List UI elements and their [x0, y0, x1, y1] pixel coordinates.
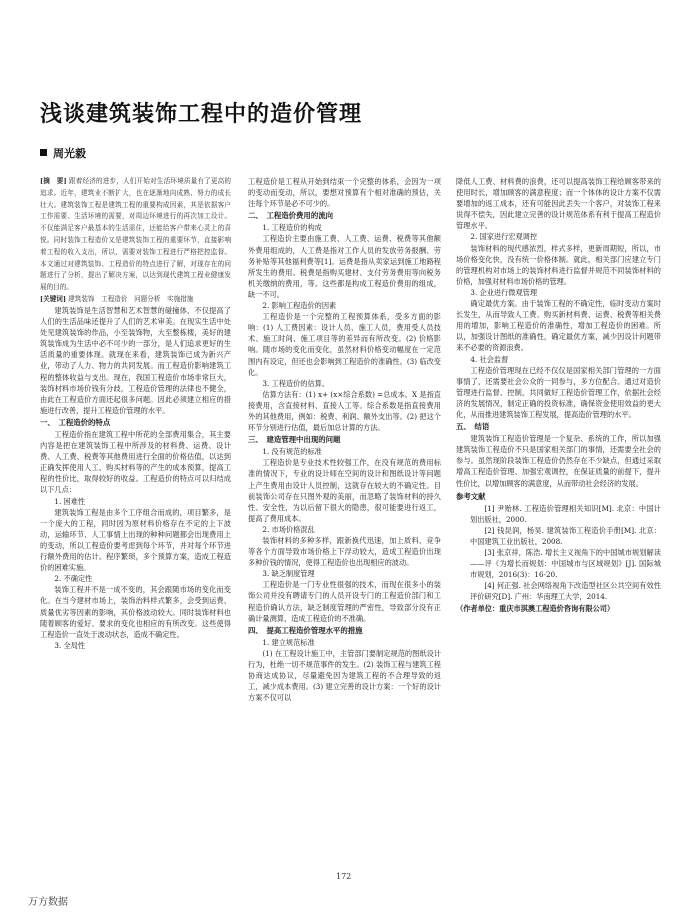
subsection-4-4: 4. 社会监督 — [470, 354, 509, 364]
subsection-1-3-text: 工程造价是工程从开始到结束一个完整的体系，会因为一项的变动而变动，所以，要想对预算有个相对准确的预估，关注每个环节是必不可少的。 — [248, 177, 441, 209]
section-heading-1: 一、 工程造价的特点 — [40, 417, 111, 427]
subsection-3-3-text: 工程造价是一门专业性很强的技术，而现在很多小的装饰公司并没有聘请专门的人员开设专门的工程造价部门和工程造价确认方法，缺乏制度管理的严密性，导致部分没有正确计量测算，造成工程造价的不准确。 — [248, 580, 441, 623]
keywords-label: [关键词] — [40, 294, 67, 303]
column-3 — [456, 176, 661, 614]
subsection-2-3: 3. 工程造价的估算。 — [262, 378, 330, 388]
section-heading-4: 四、 提高工程造价管理水平的措施 — [248, 625, 363, 635]
subsection-4-1: 1. 建立规范标准 — [262, 637, 315, 647]
subsection-4-4-text: 工程造价管理现在已经不仅仅是国家相关部门管理的一方面事情了，还需要社会公众的一同参与，多方位配合。通过对造价管理进行监督、控制，共同做好工程造价管理工作，依据社会经济的发展情况，制定正确的投资标准，确保资金使用效益的更大化，从而推进建筑装饰工程发展，提高造价管理的水平。 — [456, 365, 661, 419]
author-line — [40, 145, 86, 161]
section-1-intro: 工程造价指在建筑工程中所花的全部费用集合，其主要内容是把在建筑装饰工程中所涉及的材料费、运费、设计费、人工费、税费等其他费用进行全面的价格估值，以达到正确发挥使用人工、购买材料等的产生的成本预算，提高工程的性价比，取得较好的收益。工程造价的特点可以归结成以下几点： — [40, 430, 231, 495]
reference-item: [1] 尹贻林. 工程造价管理相关知识[M]. 北京：中国计划出版社，2000. — [470, 503, 661, 524]
abstract-label: [摘 要] — [40, 177, 67, 185]
keywords-text: 建筑装饰 工程造价 问题分析 实施措施 — [68, 294, 194, 303]
subsection-4-1-continued: 降低人工费、材料费的浪费，还可以提高装饰工程给顾客带来的使用时长，增加顾客的满意程度；而一个体体的设计方案不仅需要增加的返工成本，还有可能因此丢失一个客户，对装饰工程来说得不偿失，因此建立完善的设计规范体系有利于提高工程造价管理水平。 — [456, 177, 661, 231]
subsection-1-1-text: 建筑装饰工程是由多个工序组合而成的，项目繁多，是一个庞大的工程，同时因为原材料价格存在不定的上下波动，运输环节、人工事情上出现的种种问题都会出现费用上的变动，所以工程造价要考虑到每个环节，并对每个环节进行额外费用的估计。程序繁琐，多个预算方案，造成工程造价的困难实施。 — [40, 507, 231, 573]
column-1 — [40, 176, 231, 651]
section-heading-5: 五、 结语 — [456, 422, 490, 432]
subsection-1-3: 3. 全局性 — [54, 640, 86, 650]
section-heading-2: 二、 工程造价费用的流向 — [248, 211, 333, 221]
subsection-4-3-text: 确定最优方案。由于装饰工程的不确定性，临时变动方案时长发生，从而导致人工费、购买新材料费、运费、税费等相关费用的增加，影响工程造价的准确性，增加工程造价的困难。所以，加强设计图纸的准确性，确定最优方案，减少因设计问题带来不必要的资源浪费。 — [456, 299, 661, 353]
abstract-text: 跟着经济的进步，人们开始对生活环境质量有了更高的追求。近年，建筑业不断扩大，也在逐渐地向成熟、努力的成长壮大。建筑装饰工程是建筑工程的重要构成因素，其是依据客户工作需要、生活环境的需要，对周边环境进行的再次加工设计。不仅能满足客户最基本的生活需住，还能给客户带来心灵上的喜悦。同时装饰工程造价又是建筑装饰工程的重要环节，直接影响着工程的收入支出，所以，需要对装饰工程进行严格把控监督。本文通过对建筑装饰、工程造价的特点进行了解，对现存在的问题进行了分析，提出了解决方案，以达到现代建筑工程业健康发展的目的。 — [40, 177, 231, 292]
subsection-4-3: 3. 企业进行微观管理 — [470, 287, 538, 297]
subsection-2-3-text: 估算方法有：(1) x+ (x×综合系数) =总成本。X 是指直接费用，含直接材料、直接人工等。综合系数是指直接费用外的其他费用，例如：税费、利润、额外支出等。(2) 把这个环节分别进行估值，最后加总计算的方法。 — [248, 389, 441, 433]
subsection-2-1: 1. 工程造价的构成 — [262, 223, 322, 233]
subsection-3-2: 2. 市场价格混乱 — [262, 524, 315, 534]
subsection-1-2-text: 装饰工程并不是一成不变的，其会跟随市场的变化而变化。在当今建材市场上，装饰治料样式繁多，会受到运费、质量优劣等因素的影响，其价格波动较大。同时装饰材料也随着顾客的爱好、要求的变化也相应的有所改变。这些使得工程造价一直处于波动状态，造成不确定性。 — [40, 585, 231, 639]
subsection-3-3: 3. 缺乏制度管理 — [262, 569, 315, 579]
subsection-4-2: 2. 国家进行宏观调控 — [470, 232, 538, 242]
column-2 — [248, 176, 441, 703]
conclusion-text: 建筑装饰工程造价管理是一个复杂、系统的工作，所以加强建筑装饰工程造价不只是国家相关部门的事情，还需要全社会的参与。虽然现阶段装饰工程造价仍然存在不少缺点，但通过采取增高工程造价管理、加强宏观调控，在保证质量的前提下，提升性价比，以增加顾客的满意度，从而带动社会经济的发展。 — [456, 434, 661, 488]
subsection-2-2: 2. 影响工程造价的因素 — [262, 301, 337, 311]
reference-item: [4] 何正强. 社会网络视角下改造型社区公共空间有效性评价研究[D]. 广州：华南理工大学，2014. — [470, 581, 661, 602]
subsection-2-1-text: 工程造价主要由施工费、人工费、运费、税费等其他额外费用组成的，人工费是指对工作人员的发放劳务报酬、劳务补贴等其他福利费等[1]。运费是指从卖家运到施工地路程所发生的费用。税费是指购买建材、支付劳务费用等向税务机关缴纳的费用，等。这些都是构成工程造价费用的组成，缺一不可。 — [248, 234, 441, 299]
keywords — [40, 294, 231, 305]
subsection-2-2-text: 工程造价是一个完整的工程预算体系，受多方面的影响：(1) 人工费因素：设计人员、施工人员，费用受人员技术、施工时间、施工项目等的差异而有所改变。(2) 价格影响。随市场的变化而变化，虽然材料价格变动幅度在一定范围内有设定，但还也会影响到工程造价的准确性。(3) 临改变化。 — [248, 312, 441, 377]
reference-item: [2] 钱昆润，杨昊. 建筑装饰工程造价手册[M]. 北京：中国建筑工业出版社，2008. — [470, 525, 661, 546]
references-heading: 参考文献 — [456, 491, 486, 501]
subsection-3-1-text: 工程造价是专业技术性较强工作，在没有规范的费用标准的情况下，专业的设计师在空间的设计和图纸设计等问题上产生费用由设计人员控制，这就存在较大的不确定性。目前装饰公司存在只图外观的美丽，而忽略了装饰材料的持久性、安全性，为以后留下很大的隐患，很可能要进行返工，提高了费用成本。 — [248, 458, 441, 523]
square-bullet-icon — [40, 149, 47, 156]
section-heading-3: 三、 建造管理中出现的问题 — [248, 435, 341, 445]
page-number: 172 — [336, 872, 352, 881]
intro-paragraph: 建筑装饰是生活智慧和艺术智慧的碰撞体，不仅提高了人们的生活品味还提升了人们的艺术审美。在现实生活中处处见建筑装饰的作品，小至装饰物，大至整栋楼，美好的建筑装饰成为生活中必不可少的一部分，是人们追求更好的生活质量的重要体现。就现在来看，建筑装饰已成为新兴产业，带动了人力、物力的共同发展。而工程造价影响建筑工程的整体收益与支出。现在，我国工程造价市场非常巨大，装饰材料市场价钱有分歧，工程造价管理的法律也不健全，由此在工程造价方面还起很多问题。因此必须建立相应的措施进行改善，提升工程造价管理的水平。 — [40, 305, 231, 415]
subsection-3-1: 1. 没有规范的标准 — [262, 447, 322, 457]
article-title: 浅谈建筑装饰工程中的造价管理 — [40, 102, 363, 127]
subsection-4-1-text: (1) 在工程设计施工中，主管部门要制定规范的图纸设计行为，杜绝一切不规范事件的发生。(2) 装饰工程与建筑工程协商达成协议，尽量避免因为建筑工程的不合理导致的返工，减少成本费用。(3) 建立完善的设计方案：一个好的设计方案不仅可以 — [248, 648, 441, 703]
footer-watermark: 万方数据 — [28, 897, 68, 908]
subsection-4-2-text: 装饰材料的现代感浓烈，样式多样，更新周期短，所以，市场价格变化快，没有统一价格体制。就此，相关部门应建立专门的管理机构对市场上的装饰材料进行监督并规范不同装饰材料的价格，加强对材料市场价格的管理。 — [456, 243, 661, 286]
subsection-1-2: 2. 不确定性 — [54, 574, 93, 584]
author-name: 周光毅 — [53, 147, 86, 160]
abstract — [40, 176, 231, 294]
subsection-1-1: 1. 困难性 — [54, 496, 86, 506]
subsection-3-2-text: 装饰材料的多种多样，跟新换代迅速，加上质料、竞争等各个方面导致市场价格上下浮动较大，造成工程造价出现多种价钱的情况，使得工程造价也出现相应的波动。 — [248, 536, 441, 568]
reference-item: [3] 张京祥，陈浩. 增长主义视角下的中国城市规划解读——评《为增长而规划：中国城市与区域规划》[J]. 国际城市规划，2016(3)：16-20. — [470, 548, 661, 580]
author-affiliation: （作者单位：重庆市淇澳工程造价咨询有限公司） — [456, 603, 615, 613]
